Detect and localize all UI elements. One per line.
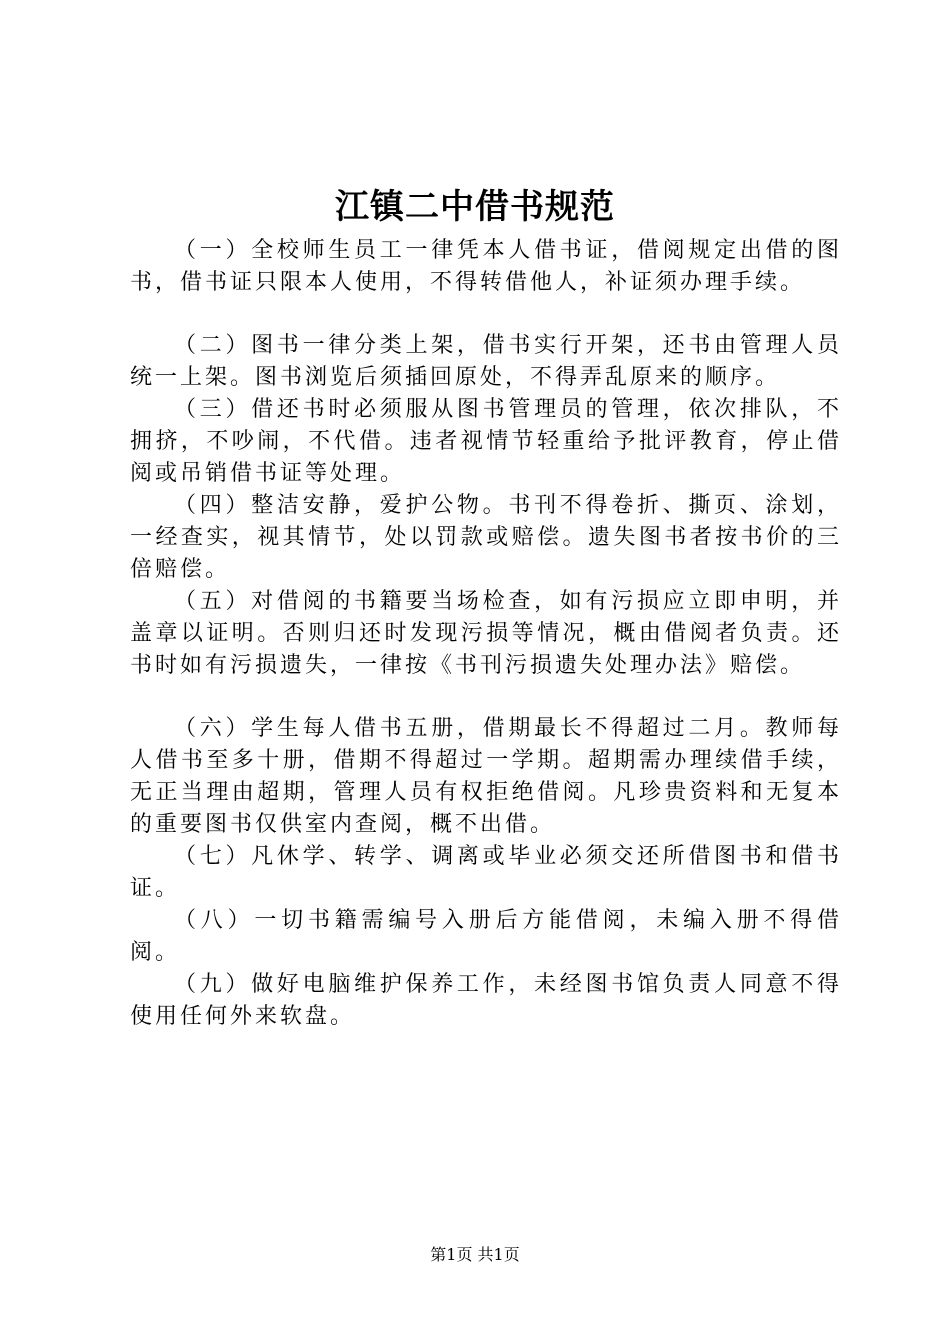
page-number-footer: 第1页 共1页 xyxy=(430,1245,520,1264)
rule-paragraph-4: （四）整洁安静，爱护公物。书刊不得卷折、撕页、涂划，一经查实，视其情节，处以罚款或赔偿。遗失图书者按书价的三倍赔偿。 xyxy=(130,493,842,582)
rule-paragraph-1: （一）全校师生员工一律凭本人借书证，借阅规定出借的图书，借书证只限本人使用，不得转借他人，补证须办理手续。 xyxy=(130,238,842,295)
rule-paragraph-3: （三）借还书时必须服从图书管理员的管理，依次排队，不拥挤，不吵闹，不代借。违者视情节轻重给予批评教育，停止借阅或吊销借书证等处理。 xyxy=(130,397,842,486)
rule-paragraph-9: （九）做好电脑维护保养工作，未经图书馆负责人同意不得使用任何外来软盘。 xyxy=(130,972,842,1029)
rule-paragraph-2: （二）图书一律分类上架，借书实行开架，还书由管理人员统一上架。图书浏览后须插回原处，不得弄乱原来的顺序。 xyxy=(130,333,842,390)
rule-paragraph-5: （五）对借阅的书籍要当场检查，如有污损应立即申明，并盖章以证明。否则归还时发现污损等情况，概由借阅者负责。还书时如有污损遗失，一律按《书刊污损遗失处理办法》赔偿。 xyxy=(130,589,842,678)
rule-paragraph-7: （七）凡休学、转学、调离或毕业必须交还所借图书和借书证。 xyxy=(130,844,842,901)
document-body xyxy=(130,235,842,1033)
rule-paragraph-8: （八）一切书籍需编号入册后方能借阅，未编入册不得借阅。 xyxy=(130,908,842,965)
document-title: 江镇二中借书规范 xyxy=(335,187,615,227)
rule-paragraph-6: （六）学生每人借书五册，借期最长不得超过二月。教师每人借书至多十册，借期不得超过一学期。超期需办理续借手续，无正当理由超期，管理人员有权拒绝借阅。凡珍贵资料和无复本的重要图书仅供室内查阅，概不出借。 xyxy=(130,716,842,837)
